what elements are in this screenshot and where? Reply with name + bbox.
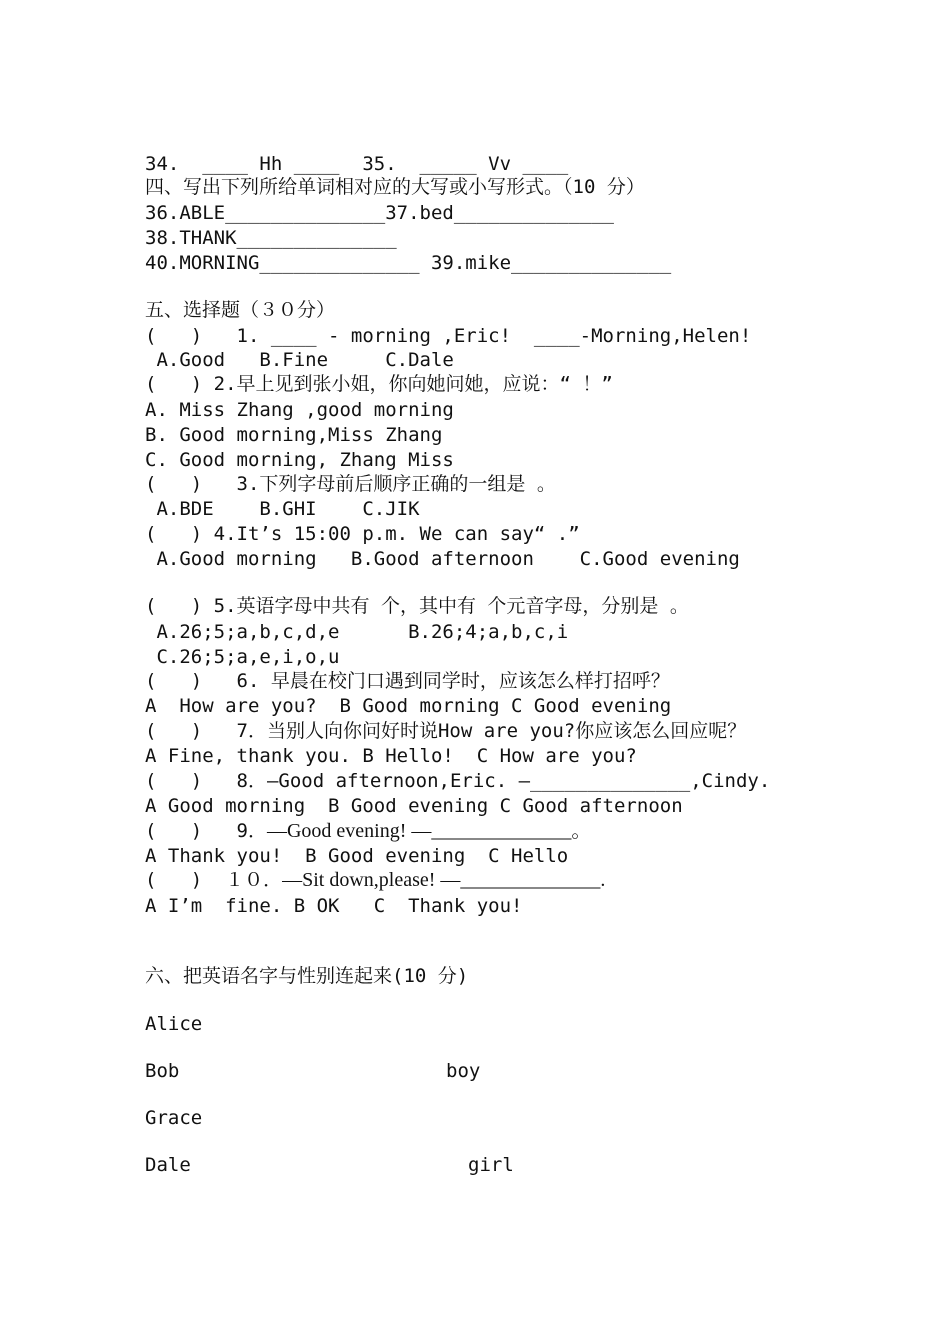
- question-6-options: A How are you? B Good morning C Good evening: [145, 695, 672, 717]
- question-7-options: A Fine, thank you. B Hello! C How are you?: [145, 745, 637, 767]
- section4-line-36-37: 36.ABLE______________37.bed______________: [145, 202, 614, 224]
- name-alice: Alice: [145, 1013, 203, 1035]
- question-9-dialogue: —Good evening! —______________。: [266, 820, 592, 842]
- question-3: ( ) 3.下列字母前后顺序正确的一组是 。: [145, 473, 556, 495]
- name-bob: Bob: [145, 1060, 180, 1082]
- question-8-options: A Good morning B Good evening C Good afternoon: [145, 795, 683, 817]
- question-5-options-ab: A.26;5;a,b,c,d,e B.26;4;a,b,c,i: [145, 621, 569, 643]
- question-2: ( ) 2.早上见到张小姐，你向她问她，应说：“ ！”: [145, 373, 613, 395]
- question-10-dialogue: —Sit down,please! —______________.: [282, 869, 606, 891]
- question-2-option-a: A. Miss Zhang ,good morning: [145, 399, 454, 421]
- question-9: [145, 819, 591, 843]
- question-2-option-c: C. Good morning, Zhang Miss: [145, 449, 454, 471]
- name-grace: Grace: [145, 1107, 203, 1129]
- question-5: ( ) 5.英语字母中共有 个，其中有 个元音字母，分别是 。: [145, 595, 689, 617]
- question-1-options: A.Good B.Fine C.Dale: [145, 349, 454, 371]
- question-10-number: ( ) １０．: [145, 869, 283, 891]
- name-dale: Dale: [145, 1154, 191, 1176]
- section5-title: 五、选择题（３０分）: [145, 299, 336, 321]
- question-4: ( ) 4.It’s 15:00 p.m. We can say“ .”: [145, 523, 580, 545]
- question-5-option-c: C.26;5;a,e,i,o,u: [145, 646, 340, 668]
- gender-girl: girl: [468, 1154, 514, 1176]
- section4-title: 四、写出下列所给单词相对应的大写或小写形式。（10 分）: [145, 176, 645, 198]
- question-7: ( ) 7．当别人向你问好时说How are you?你应该怎么回应呢？: [145, 720, 747, 742]
- section3-tail-line: 34. ____ Hh ____ 35. _____ Vv ____: [145, 153, 569, 175]
- question-4-options: A.Good morning B.Good afternoon C.Good evening: [145, 548, 740, 570]
- question-8: ( ) 8．—Good afternoon,Eric. —______________,Cindy.: [145, 770, 771, 792]
- question-3-options: A.BDE B.GHI C.JIK: [145, 498, 420, 520]
- section4-line-40-39: 40.MORNING______________ 39.mike______________: [145, 252, 672, 274]
- question-10: [145, 868, 605, 892]
- question-9-number: ( ) 9．: [145, 820, 267, 842]
- section4-line-38: 38.THANK______________: [145, 227, 397, 249]
- question-9-options: A Thank you! B Good evening C Hello: [145, 845, 569, 867]
- question-1: ( ) 1. ____ - morning ,Eric! ____-Morning,Helen!: [145, 325, 752, 347]
- section6-title: 六、把英语名字与性别连起来(10 分): [145, 965, 469, 987]
- question-6: ( ) 6. 早晨在校门口遇到同学时，应该怎么样打招呼？: [145, 670, 670, 692]
- question-10-options: A I’m fine. B OK C Thank you!: [145, 895, 523, 917]
- question-2-option-b: B. Good morning,Miss Zhang: [145, 424, 443, 446]
- gender-boy: boy: [446, 1060, 481, 1082]
